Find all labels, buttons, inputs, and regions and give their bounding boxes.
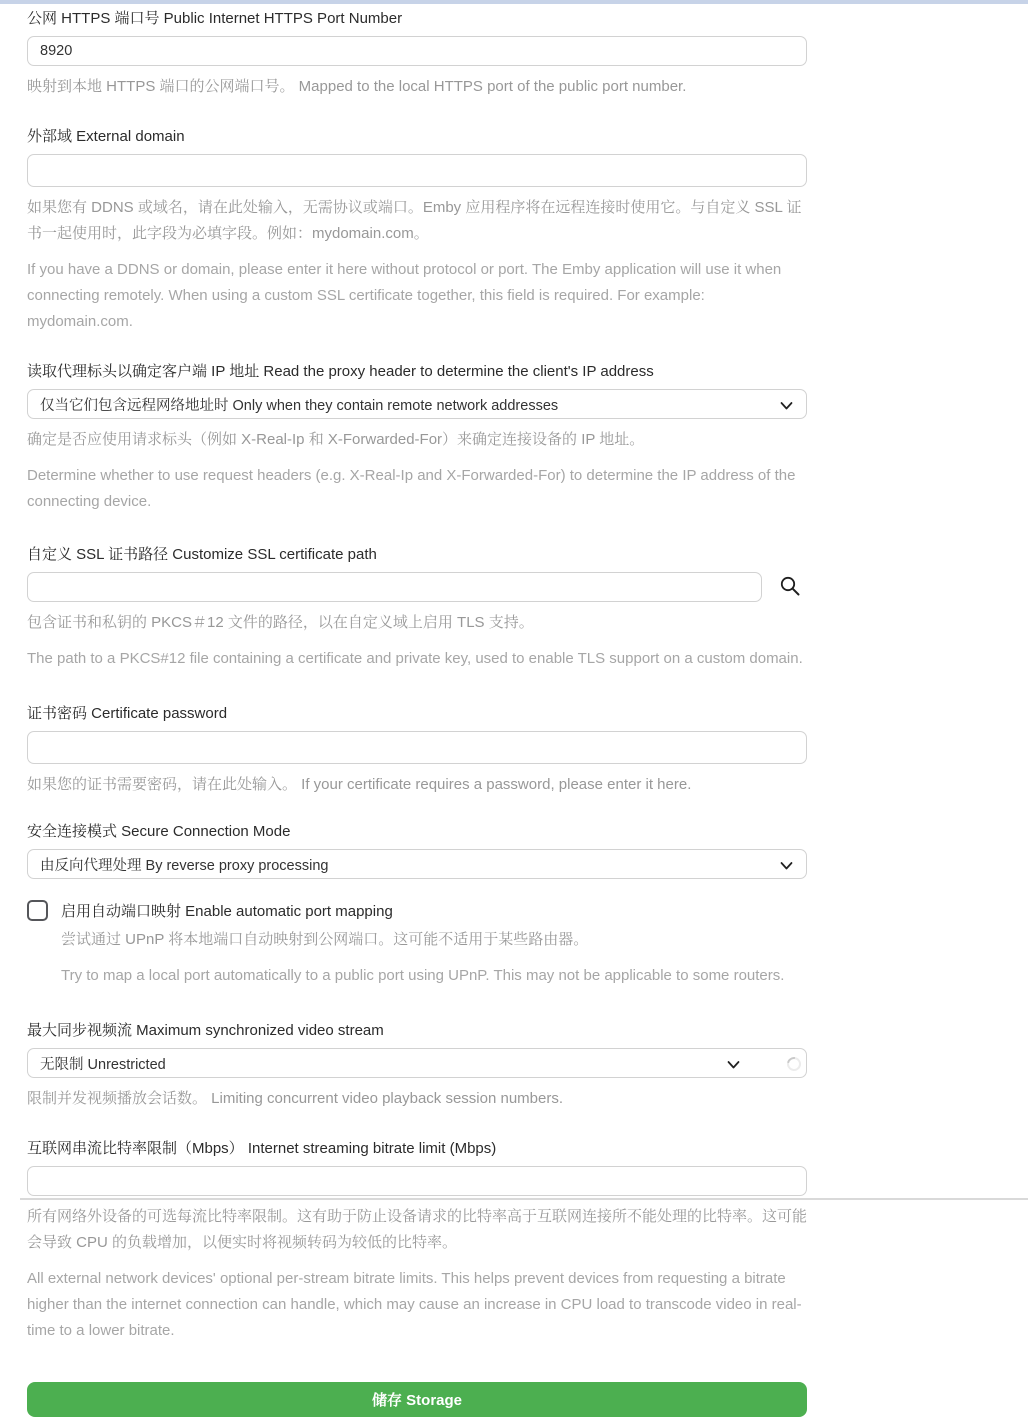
cert-password-label: 证书密码 Certificate password (27, 705, 228, 722)
external-domain-help-en: If you have a DDNS or domain, please enter it here without protocol or port. The Emby application will use it when connecting remotely. When using a custom SSL certificate together, this field is required. For example: mydomain.com. (27, 261, 782, 330)
bitrate-limit-help-en: All external network devices' optional per-stream bitrate limits. This helps prevent devices from requesting a bitrate higher than the internet connection can handle, which may cause an increase in CPU load to transcode video in real-time to a lower bitrate. (27, 1270, 802, 1339)
proxy-header-selected-value: 仅当它们包含远程网络地址时 Only when they contain remote network addresses (40, 397, 559, 414)
bitrate-limit-input[interactable] (27, 1166, 807, 1196)
https-port-label: 公网 HTTPS 端口号 Public Internet HTTPS Port Number (27, 10, 403, 27)
ssl-cert-path-input[interactable] (27, 572, 762, 602)
max-streams-label: 最大同步视频流 Maximum synchronized video stream (27, 1022, 384, 1039)
proxy-header-help-en: Determine whether to use request headers (e.g. X-Real-Ip and X-Forwarded-For) to determine the IP address of the connecting device. (27, 467, 796, 510)
port-mapping-checkbox[interactable] (27, 900, 48, 921)
port-mapping-row (27, 900, 807, 921)
chevron-down-icon (727, 1058, 740, 1074)
max-streams-help: 限制并发视频播放会话数。 Limiting concurrent video playback session numbers. (27, 1090, 564, 1107)
secure-mode-selected-value: 由反向代理处理 By reverse proxy processing (40, 857, 329, 874)
port-mapping-label[interactable]: 启用自动端口映射 Enable automatic port mapping (61, 903, 393, 920)
cert-password-help: 如果您的证书需要密码，请在此处输入。 If your certificate requires a password, please enter it here. (27, 776, 692, 793)
port-mapping-help-en: Try to map a local port automatically to a public port using UPnP. This may not be applicable to some routers. (61, 967, 785, 984)
network-settings-form (27, 4, 807, 1417)
ssl-cert-path-label: 自定义 SSL 证书路径 Customize SSL certificate path (27, 546, 377, 563)
https-port-help: 映射到本地 HTTPS 端口的公网端口号。 Mapped to the local HTTPS port of the public port number. (27, 78, 687, 95)
browse-path-button[interactable] (776, 573, 804, 601)
ssl-cert-path-row (27, 565, 807, 602)
chevron-down-icon (780, 399, 793, 415)
ssl-cert-path-help-en: The path to a PKCS#12 file containing a certificate and private key, used to enable TLS support on a custom domain. (27, 650, 803, 667)
loading-spinner-icon (784, 1054, 803, 1073)
bitrate-limit-label: 互联网串流比特率限制（Mbps） Internet streaming bitrate limit (Mbps) (27, 1140, 497, 1157)
port-mapping-help-zh: 尝试通过 UPnP 将本地端口自动映射到公网端口。这可能不适用于某些路由器。 (61, 931, 589, 948)
save-button[interactable]: 储存 Storage (27, 1382, 807, 1417)
cert-password-input[interactable] (27, 731, 807, 764)
external-domain-help-zh: 如果您有 DDNS 或域名，请在此处输入，无需协议或端口。Emby 应用程序将在远程连接时使用它。与自定义 SSL 证书一起使用时，此字段为必填字段。例如：mydomain.com。 (27, 199, 802, 242)
proxy-header-label: 读取代理标头以确定客户端 IP 地址 Read the proxy header to determine the client's IP address (27, 363, 654, 380)
secure-mode-select[interactable] (27, 849, 807, 879)
bitrate-limit-help-zh: 所有网络外设备的可选每流比特率限制。这有助于防止设备请求的比特率高于互联网连接所不能处理的比特率。这可能会导致 CPU 的负载增加，以便实时将视频转码为较低的比特率。 (27, 1208, 808, 1251)
chevron-down-icon (780, 859, 793, 875)
secure-mode-label: 安全连接模式 Secure Connection Mode (27, 823, 291, 840)
proxy-header-help-zh: 确定是否应使用请求标头（例如 X-Real-Ip 和 X-Forwarded-For）来确定连接设备的 IP 地址。 (27, 431, 645, 448)
https-port-input[interactable] (27, 36, 807, 66)
max-streams-selected-value: 无限制 Unrestricted (40, 1056, 166, 1073)
max-streams-select[interactable] (27, 1048, 807, 1078)
external-domain-input[interactable] (27, 154, 807, 187)
proxy-header-select[interactable] (27, 389, 807, 419)
external-domain-label: 外部域 External domain (27, 128, 185, 145)
ssl-cert-path-help-zh: 包含证书和私钥的 PKCS＃12 文件的路径，以在自定义域上启用 TLS 支持。 (27, 614, 534, 631)
search-icon (778, 574, 802, 601)
